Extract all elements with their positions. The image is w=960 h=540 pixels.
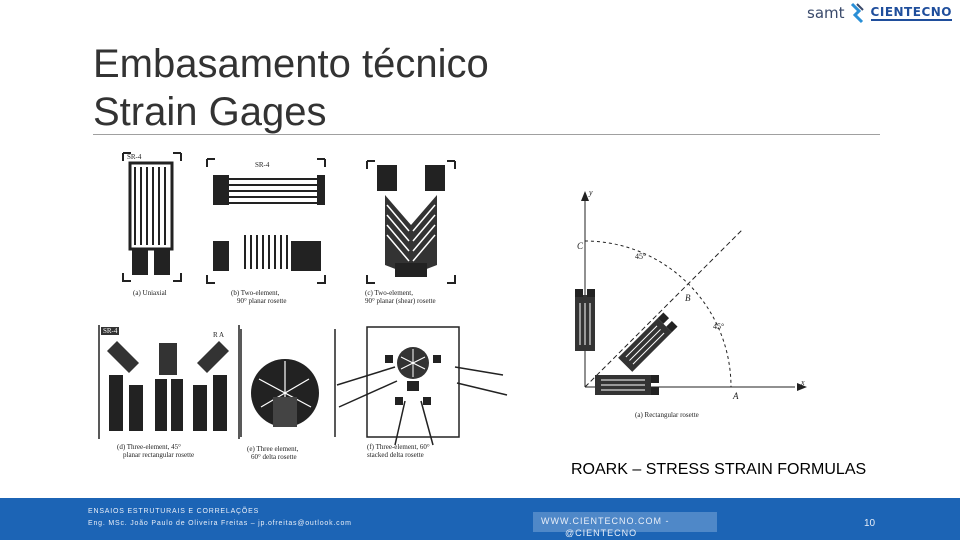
- caption-b-1: (b) Two-element,: [231, 289, 280, 297]
- caption-d-1: (d) Three-element, 45°: [117, 443, 181, 451]
- strain-gage-figure: [95, 145, 805, 465]
- gage-a-uniaxial: [123, 153, 181, 297]
- title-line-2: Strain Gages: [93, 90, 327, 134]
- angle-label-2: 45°: [713, 322, 725, 331]
- caption-d-2: planar rectangular rosette: [123, 451, 195, 459]
- footer-credits: [88, 506, 352, 530]
- caption-c-2: 90° planar (shear) rosette: [365, 297, 436, 305]
- title-divider: [93, 134, 880, 135]
- footer-website-box[interactable]: [533, 512, 717, 538]
- gage-b-tag: SR-4: [255, 161, 270, 169]
- footer-website[interactable]: WWW.CIENTECNO.COM -: [541, 516, 670, 526]
- gage-d-tag: SR-4: [103, 327, 118, 335]
- footer-handle[interactable]: @CIENTECNO: [565, 528, 638, 538]
- gage-d-rectangular: [99, 325, 239, 459]
- samt-logo-mark-icon: [849, 2, 867, 24]
- axis-x-label: x: [801, 378, 805, 387]
- point-a-label: A: [733, 391, 739, 401]
- angle-label-1: 45°: [635, 252, 647, 261]
- caption-c-1: (c) Two-element,: [365, 289, 413, 297]
- caption-e-1: (e) Three element,: [247, 445, 299, 453]
- title-line-1: Embasamento técnico: [93, 42, 489, 86]
- gage-b-two-element: [207, 159, 325, 305]
- figure-source-caption: ROARK – STRESS STRAIN FORMULAS: [571, 461, 867, 478]
- caption-f-1: (f) Three-element, 60°: [367, 443, 430, 451]
- gage-a-tag: SR-4: [127, 153, 142, 161]
- page-title: [93, 40, 489, 136]
- gage-f-stacked: [337, 327, 507, 459]
- caption-f-2: stacked delta rosette: [367, 451, 424, 459]
- page-number: 10: [864, 518, 876, 529]
- company-logos: [807, 2, 952, 24]
- point-b-label: B: [685, 293, 691, 303]
- axis-y-label: y: [589, 188, 593, 197]
- samt-logo: samt: [807, 4, 845, 22]
- footer-course-title: ENSAIOS ESTRUTURAIS E CORRELAÇÕES: [88, 508, 260, 515]
- gage-c-shear: [365, 161, 455, 305]
- gage-e-delta: [241, 329, 335, 461]
- gage-d-tag-2: R A: [213, 331, 225, 339]
- caption-a: (a) Uniaxial: [133, 289, 167, 297]
- footer-bar: [0, 498, 960, 540]
- caption-rosette: (a) Rectangular rosette: [635, 411, 699, 419]
- point-c-label: C: [577, 241, 584, 251]
- footer-author: Eng. MSc. João Paulo de Oliveira Freitas – jp.ofreitas@outlook.com: [88, 520, 352, 527]
- caption-e-2: 60° delta rosette: [251, 453, 297, 461]
- cientecno-logo: CIENTECNO: [870, 5, 952, 19]
- rosette-diagram: [575, 188, 807, 419]
- caption-b-2: 90° planar rosette: [237, 297, 287, 305]
